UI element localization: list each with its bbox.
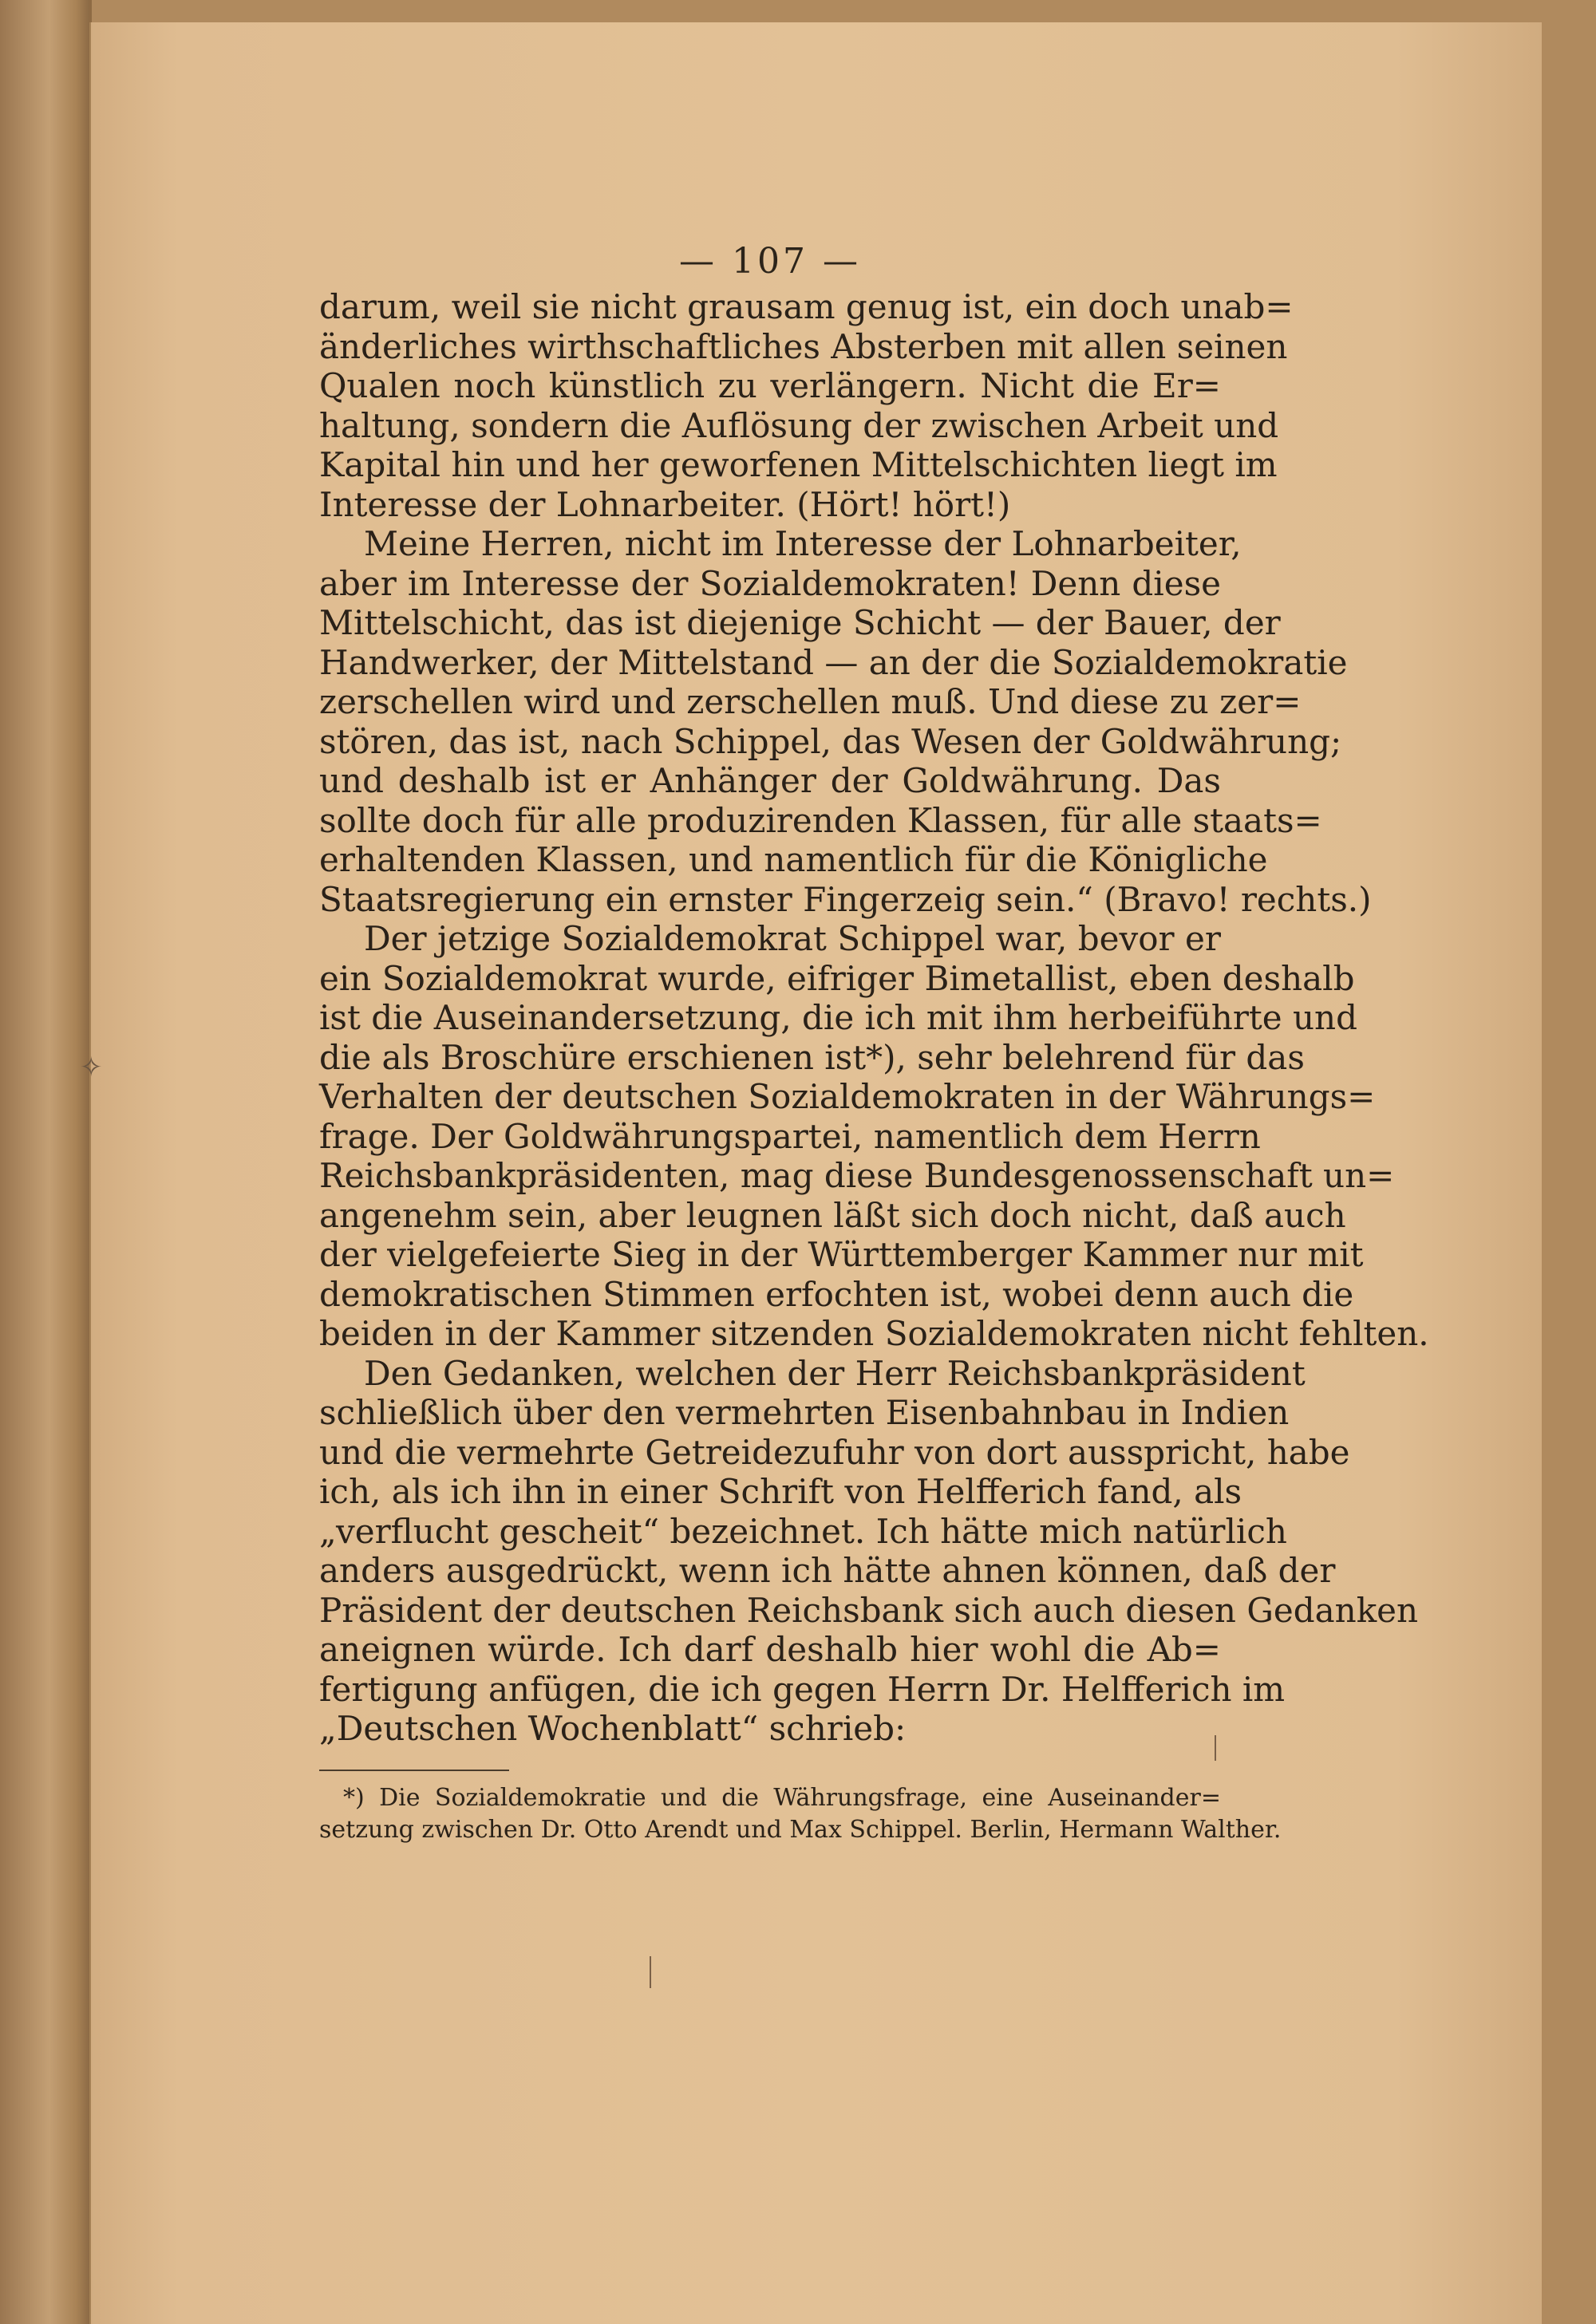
text-block	[319, 241, 1429, 1846]
text-line: Der jetzige Sozialdemokrat Schippel war, bevor er	[364, 919, 1221, 958]
text-line: ein Sozialdemokrat wurde, eifriger Bimetallist, eben deshalb	[319, 958, 1355, 998]
text-line: Handwerker, der Mittelstand — an der die Sozialdemokratie	[319, 642, 1348, 682]
text-line: schließlich über den vermehrten Eisenbahnbau in Indien	[319, 1393, 1290, 1432]
text-line: demokratischen Stimmen erfochten ist, wobei denn auch die	[319, 1274, 1354, 1314]
text-line: ist die Auseinandersetzung, die ich mit ihm herbeiführte und	[319, 998, 1357, 1037]
text-line: haltung, sondern die Auflösung der zwischen Arbeit und	[319, 405, 1279, 445]
text-line: Meine Herren, nicht im Interesse der Lohnarbeiter,	[364, 524, 1242, 563]
text-line: stören, das ist, nach Schippel, das Wesen der Goldwährung;	[319, 721, 1342, 761]
text-line: Den Gedanken, welchen der Herr Reichsbankpräsident	[364, 1353, 1306, 1393]
text-line: der vielgefeierte Sieg in der Württemberger Kammer nur mit	[319, 1235, 1364, 1274]
text-line: Interesse der Lohnarbeiter. (Hört! hört!)	[319, 484, 1011, 524]
text-line: und deshalb ist er Anhänger der Goldwährung. Das	[319, 761, 1221, 800]
text-line: anders ausgedrückt, wenn ich hätte ahnen können, daß der	[319, 1551, 1336, 1590]
text-line: fertigung anfügen, die ich gegen Herrn Dr. Helfferich im	[319, 1669, 1286, 1709]
text-line: Reichsbankpräsidenten, mag diese Bundesgenossenschaft un=	[319, 1156, 1395, 1195]
footnote-line: setzung zwischen Dr. Otto Arendt und Max Schippel. Berlin, Hermann Walther.	[319, 1815, 1282, 1844]
text-line: frage. Der Goldwährungspartei, namentlich dem Herrn	[319, 1116, 1261, 1156]
page-number-header: — 107 —	[679, 241, 861, 282]
text-line: Staatsregierung ein ernster Fingerzeig sein.“ (Bravo! rechts.)	[319, 879, 1372, 919]
print-mark	[650, 1956, 651, 1988]
text-line: Mittelschicht, das ist diejenige Schicht — der Bauer, der	[319, 603, 1281, 642]
text-line: erhaltenden Klassen, und namentlich für die Königliche	[319, 840, 1268, 879]
footnote-rule	[319, 1770, 509, 1771]
text-line: Kapital hin und her geworfenen Mittelschichten liegt im	[319, 445, 1278, 484]
text-line: Verhalten der deutschen Sozialdemokraten in der Währungs=	[319, 1077, 1376, 1116]
book-edge	[0, 0, 89, 2324]
text-line: ich, als ich ihn in einer Schrift von Helfferich fand, als	[319, 1472, 1242, 1511]
footnote-line: *) Die Sozialdemokratie und die Währungsfrage, eine Auseinander=	[343, 1783, 1221, 1812]
text-line: und die vermehrte Getreidezufuhr von dort ausspricht, habe	[319, 1432, 1350, 1472]
text-line: änderliches wirthschaftliches Absterben mit allen seinen	[319, 326, 1288, 366]
text-line: zerschellen wird und zerschellen muß. Und diese zu zer=	[319, 682, 1302, 721]
text-line: aneignen würde. Ich darf deshalb hier wohl die Ab=	[319, 1630, 1221, 1669]
body-text	[319, 287, 1429, 1749]
text-line: darum, weil sie nicht grausam genug ist, ein doch unab=	[319, 287, 1294, 326]
text-line: die als Broschüre erschienen ist*), sehr belehrend für das	[319, 1037, 1305, 1077]
text-line: sollte doch für alle produzirenden Klassen, für alle staats=	[319, 800, 1322, 840]
text-line: Qualen noch künstlich zu verlängern. Nicht die Er=	[319, 366, 1221, 405]
text-line: angenehm sein, aber leugnen läßt sich doch nicht, daß auch	[319, 1195, 1346, 1235]
text-line: „Deutschen Wochenblatt“ schrieb:	[319, 1709, 907, 1748]
text-line: aber im Interesse der Sozialdemokraten! Denn diese	[319, 563, 1221, 603]
text-line: beiden in der Kammer sitzenden Sozialdemokraten nicht fehlten.	[319, 1314, 1429, 1353]
ink-smudge: ✧	[80, 1052, 103, 1083]
text-line: Präsident der deutschen Reichsbank sich auch diesen Gedanken	[319, 1590, 1419, 1630]
text-line: „verflucht gescheit“ bezeichnet. Ich hätte mich natürlich	[319, 1511, 1287, 1551]
footnotes	[319, 1782, 1282, 1846]
